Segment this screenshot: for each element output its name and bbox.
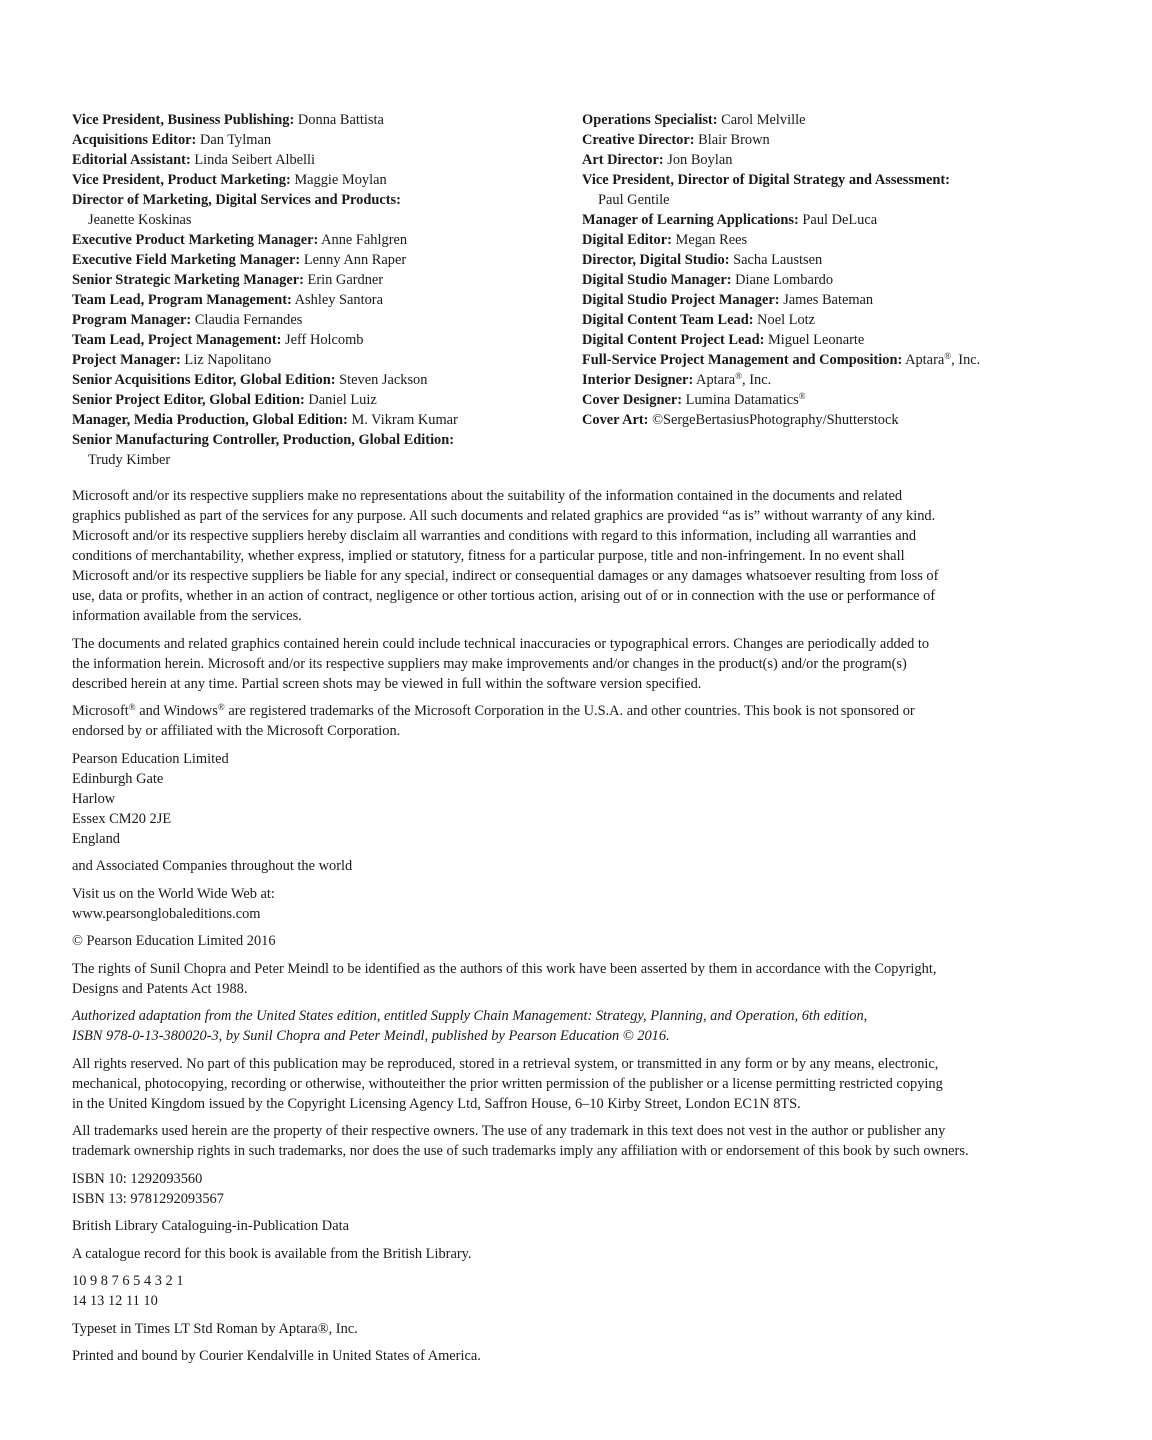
microsoft-disclaimer: Microsoft and/or its respective suppliers make no representations about the suitability of the information contained in the documents and related graphics published as part of the services for any purpose. All such documents and related graphics are provided “as is” without warranty of any kind. Microsoft and/or its respective suppliers hereby disclaim all warranties and conditions with regard to this information, including all warranties and conditions of merchantability, whether express, implied or statutory, fitness for a particular purpose, title and non-infringement. In no event shall Microsoft and/or its respective suppliers be liable for any special, indirect or consequential damages or any damages whatsoever resulting from loss of use, data or profits, whether in an action of contract, negligence or other tortious action, arising out of or in connection with the use or performance of information available from the services. (72, 488, 939, 624)
credit-entry: Vice President, Product Marketing: Maggie Moylan (72, 172, 387, 188)
credit-entry: Digital Content Team Lead: Noel Lotz (582, 312, 816, 328)
credit-entry: Director, Digital Studio: Sacha Laustsen (582, 252, 823, 268)
publisher-address: Pearson Education Limited Edinburgh Gate Harlow Essex CM20 2JE England (72, 750, 229, 847)
credit-entry: Project Manager: Liz Napolitano (72, 352, 272, 368)
copyright-notice: © Pearson Education Limited 2016 (72, 933, 276, 949)
copyright-body (72, 486, 1050, 1374)
credit-entry: Senior Strategic Marketing Manager: Erin Gardner (72, 272, 384, 288)
trademarks-owners: All trademarks used herein are the property of their respective owners. The use of any trademark in this text does not vest in the author or publisher any trademark ownership rights in such trademarks, nor does the use of such trademarks imply any affiliation with or endorsement of this book by such owners. (72, 1123, 969, 1159)
printing-line: 10 9 8 7 6 5 4 3 2 1 14 13 12 11 10 (72, 1273, 184, 1309)
credit-entry: Executive Field Marketing Manager: Lenny Ann Raper (72, 252, 407, 268)
credit-entry: Vice President, Business Publishing: Donna Battista (72, 112, 384, 128)
credit-entry: Senior Project Editor, Global Edition: Daniel Luiz (72, 392, 377, 408)
all-rights-reserved: All rights reserved. No part of this publication may be reproduced, stored in a retrieval system, or transmitted in any form or by any means, electronic, mechanical, photocopying, recording or otherwise, withouteither the prior written permission of the publisher or a license permitting restricted copying in the United Kingdom issued by the Copyright Licensing Agency Ltd, Saffron House, 6–10 Kirby Street, London EC1N 8TS. (72, 1055, 943, 1112)
credit-entry: Editorial Assistant: Linda Seibert Albelli (72, 152, 316, 168)
credit-entry: Digital Editor: Megan Rees (582, 232, 748, 248)
credit-entry: Operations Specialist: Carol Melville (582, 112, 806, 128)
credit-entry: Art Director: Jon Boylan (582, 152, 733, 168)
credit-entry: Team Lead, Program Management: Ashley Santora (72, 292, 383, 308)
credit-entry: Manager of Learning Applications: Paul DeLuca (582, 212, 878, 228)
credits-left-column (72, 110, 582, 470)
credit-entry: Senior Manufacturing Controller, Production, Global Edition: Trudy Kimber (72, 432, 455, 468)
credit-entry: Program Manager: Claudia Fernandes (72, 312, 303, 328)
credit-entry: Director of Marketing, Digital Services and Products: Jeanette Koskinas (72, 192, 401, 228)
credits-block (72, 110, 1072, 470)
credit-entry: Vice President, Director of Digital Strategy and Assessment: Paul Gentile (582, 172, 950, 208)
credit-entry: Acquisitions Editor: Dan Tylman (72, 132, 272, 148)
associated-companies: and Associated Companies throughout the world (72, 858, 353, 874)
credit-entry: Digital Studio Project Manager: James Bateman (582, 292, 874, 308)
isbn-block: ISBN 10: 1292093560 ISBN 13: 9781292093567 (72, 1170, 224, 1207)
credit-entry: Team Lead, Project Management: Jeff Holcomb (72, 332, 364, 348)
rights-asserted: The rights of Sunil Chopra and Peter Meindl to be identified as the authors of this work have been asserted by them in accordance with the Copyright, Designs and Patents Act 1988. (72, 960, 937, 997)
credit-entry: Digital Content Project Lead: Miguel Leonarte (582, 332, 865, 348)
credit-entry: Executive Product Marketing Manager: Anne Fahlgren (72, 232, 408, 248)
typeset-note: Typeset in Times LT Std Roman by Aptara®, Inc. (72, 1320, 358, 1337)
credit-entry: Interior Designer: Aptara®, Inc. (582, 371, 772, 388)
credit-entry: Creative Director: Blair Brown (582, 132, 770, 148)
printed-note: Printed and bound by Courier Kendalville in United States of America. (72, 1348, 481, 1364)
authorized-adaptation: Authorized adaptation from the United States edition, entitled Supply Chain Management: Strategy, Planning, and Operation, 6th edition, ISBN 978-0-13-380020-3, by Sunil Chopra and Peter Meindl, published by Pearson Education © 2016. (72, 1008, 868, 1044)
website-paragraph: Visit us on the World Wide Web at: www.pearsonglobaleditions.com (72, 885, 275, 922)
inaccuracies-paragraph: The documents and related graphics contained herein could include technical inaccuracies or typographical errors. Changes are periodically added to the information herein. Microsoft and/or its respective suppliers may make improvements and/or changes in the product(s) and/or the program(s) described herein at any time. Partial screen shots may be viewed in full within the software version specified. (72, 635, 930, 692)
credit-entry: Full-Service Project Management and Composition: Aptara®, Inc. (582, 351, 981, 368)
credits-right-column (582, 110, 1072, 470)
credit-entry: Cover Designer: Lumina Datamatics® (582, 391, 806, 408)
credit-entry: Manager, Media Production, Global Edition: M. Vikram Kumar (72, 412, 458, 428)
credit-entry: Senior Acquisitions Editor, Global Edition: Steven Jackson (72, 372, 428, 388)
credit-entry: Digital Studio Manager: Diane Lombardo (582, 272, 834, 288)
trademark-paragraph: Microsoft® and Windows® are registered trademarks of the Microsoft Corporation in the U.S.A. and other countries. This book is not sponsored or endorsed by or affiliated with the Microsoft Corporation. (72, 702, 915, 739)
credit-entry: Cover Art: ©SergeBertasiusPhotography/Shutterstock (582, 412, 899, 428)
cip-heading: British Library Cataloguing-in-Publication Data (72, 1218, 349, 1234)
catalogue-record: A catalogue record for this book is available from the British Library. (72, 1245, 472, 1262)
